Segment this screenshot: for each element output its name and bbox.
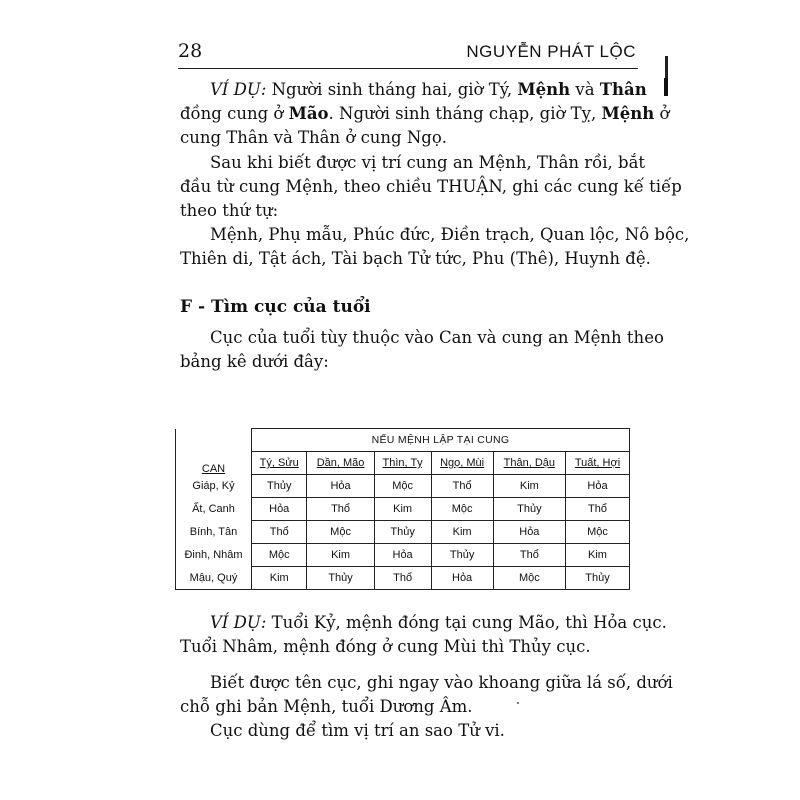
- column-header: [252, 452, 307, 475]
- text-span: ở: [654, 104, 670, 123]
- row-label: Bính, Tân: [176, 521, 252, 544]
- table-cell: Thủy: [566, 567, 630, 590]
- table-cell: Hỏa: [307, 475, 374, 498]
- column-header-text: Tý, Sửu: [259, 457, 299, 469]
- table-cell: Kim: [307, 544, 374, 567]
- bold-term: Mệnh: [601, 104, 655, 123]
- example-paragraph-cuc: [180, 611, 667, 659]
- table-cell: Kim: [431, 521, 493, 544]
- table-cell: Mộc: [431, 498, 493, 521]
- table-cell: Hỏa: [431, 567, 493, 590]
- column-header-text: Ngọ, Mùi: [440, 457, 485, 469]
- text-span: và: [570, 80, 600, 99]
- table-cell: Hỏa: [566, 475, 630, 498]
- paragraph-line: đầu từ cung Mệnh, theo chiều THUẬN, ghi các cung kế tiếp: [180, 177, 682, 196]
- column-header: [431, 452, 493, 475]
- table-cell: Mộc: [374, 475, 431, 498]
- text-span: Tuổi Kỷ, mệnh đóng tại cung Mão, thì Hỏa cục.: [266, 613, 667, 632]
- bold-term: Mệnh: [517, 80, 571, 99]
- section-heading: F - Tìm cục của tuổi: [180, 297, 371, 317]
- table-top-header: NẾU MỆNH LẬP TẠI CUNG: [252, 429, 630, 452]
- row-label: Ất, Canh: [176, 498, 252, 521]
- paragraph-line: Cục dùng để tìm vị trí an sao Tử vi.: [210, 721, 505, 740]
- table-row: [176, 498, 630, 521]
- table-cell: Thổ: [374, 567, 431, 590]
- paragraph-line: [180, 611, 667, 635]
- column-header: [374, 452, 431, 475]
- paragraph-line: [180, 102, 670, 126]
- header-rule: [178, 68, 638, 69]
- paragraph-line: Mệnh, Phụ mẫu, Phúc đức, Điền trạch, Quan lộc, Nô bộc,: [210, 225, 690, 244]
- table-cell: Thủy: [252, 475, 307, 498]
- table-cell: Mộc: [307, 521, 374, 544]
- paragraph-cung-list: [180, 223, 690, 271]
- table-cell: Thổ: [566, 498, 630, 521]
- table-cell: Kim: [566, 544, 630, 567]
- paragraph-tu-vi: [180, 719, 640, 743]
- column-header: [566, 452, 630, 475]
- table-cell: Hỏa: [374, 544, 431, 567]
- column-header-text: Dần, Mão: [316, 457, 365, 469]
- paragraph-line: Tuổi Nhâm, mệnh đóng ở cung Mùi thì Thủy cục.: [180, 637, 591, 656]
- page-number: 28: [178, 40, 203, 62]
- paragraph-line: Cục của tuổi tùy thuộc vào Can và cung an Mệnh theo: [210, 328, 664, 347]
- bold-term: Thân: [599, 80, 647, 99]
- text-span: Người sinh tháng hai, giờ Tý,: [266, 80, 518, 99]
- table-cell: Thổ: [431, 475, 493, 498]
- example-paragraph-menh-than: [180, 78, 670, 150]
- table-cell: Mộc: [566, 521, 630, 544]
- column-header-text: Thân, Dậu: [503, 457, 556, 469]
- table-cell: Thổ: [493, 544, 565, 567]
- paragraph-line: theo thứ tự:: [180, 201, 279, 220]
- column-header-text: Tuất, Hợi: [574, 457, 621, 469]
- paragraph-cuc-intro: [180, 326, 664, 374]
- paragraph-line: [180, 78, 647, 102]
- paragraph-line: cung Thân và Thân ở cung Ngọ.: [180, 128, 448, 147]
- paragraph-ghi-cuc: [180, 671, 673, 719]
- row-label: Giáp, Kỷ: [176, 475, 252, 498]
- example-label: VÍ DỤ:: [210, 80, 267, 99]
- table-header-row: [176, 429, 630, 452]
- table-cell: Hỏa: [252, 498, 307, 521]
- row-label: Mậu, Quý: [176, 567, 252, 590]
- table-cell: Thổ: [252, 521, 307, 544]
- table-cell: Thổ: [307, 498, 374, 521]
- ink-speck: [517, 702, 519, 704]
- paragraph-line: chỗ ghi bản Mệnh, tuổi Dương Âm.: [180, 697, 473, 716]
- paragraph-line: Biết được tên cục, ghi ngay vào khoang giữa lá số, dưới: [210, 673, 673, 692]
- running-head-author: NGUYỄN PHÁT LỘC: [466, 42, 636, 61]
- can-header-cell: [176, 429, 252, 475]
- column-header-text: Thìn, Tỵ: [382, 457, 423, 469]
- paragraph-line: Sau khi biết được vị trí cung an Mệnh, Thân rồi, bắt: [210, 153, 646, 172]
- table-row: [176, 544, 630, 567]
- table-cell: Mộc: [252, 544, 307, 567]
- paragraph-thuan-order: [180, 151, 682, 223]
- text-span: đồng cung ở: [180, 104, 289, 123]
- table-row: [176, 521, 630, 544]
- table-cell: Thủy: [431, 544, 493, 567]
- paragraph-line: Thiên di, Tật ách, Tài bạch Tử tức, Phu (Thê), Huynh đệ.: [180, 249, 651, 268]
- row-label: Đinh, Nhâm: [176, 544, 252, 567]
- bold-term: Mão: [288, 104, 329, 123]
- table-cell: Kim: [252, 567, 307, 590]
- table-row: [176, 475, 630, 498]
- example-label: VÍ DỤ:: [210, 613, 267, 632]
- table-cell: Hỏa: [493, 521, 565, 544]
- table-cell: Thủy: [493, 498, 565, 521]
- page-edge-mark-thick: [664, 78, 668, 96]
- table-cell: Kim: [374, 498, 431, 521]
- column-header: [493, 452, 565, 475]
- paragraph-line: bảng kê dưới đây:: [180, 352, 329, 371]
- table-cell: Kim: [493, 475, 565, 498]
- table-cell: Thủy: [374, 521, 431, 544]
- text-span: . Người sinh tháng chạp, giờ Tỵ,: [328, 104, 602, 123]
- table-cell: Thủy: [307, 567, 374, 590]
- column-header: [307, 452, 374, 475]
- table-cell: Mộc: [493, 567, 565, 590]
- cuc-lookup-table: [175, 428, 630, 590]
- page-header: [178, 40, 636, 68]
- table-row: [176, 567, 630, 590]
- can-header: CAN: [201, 462, 226, 475]
